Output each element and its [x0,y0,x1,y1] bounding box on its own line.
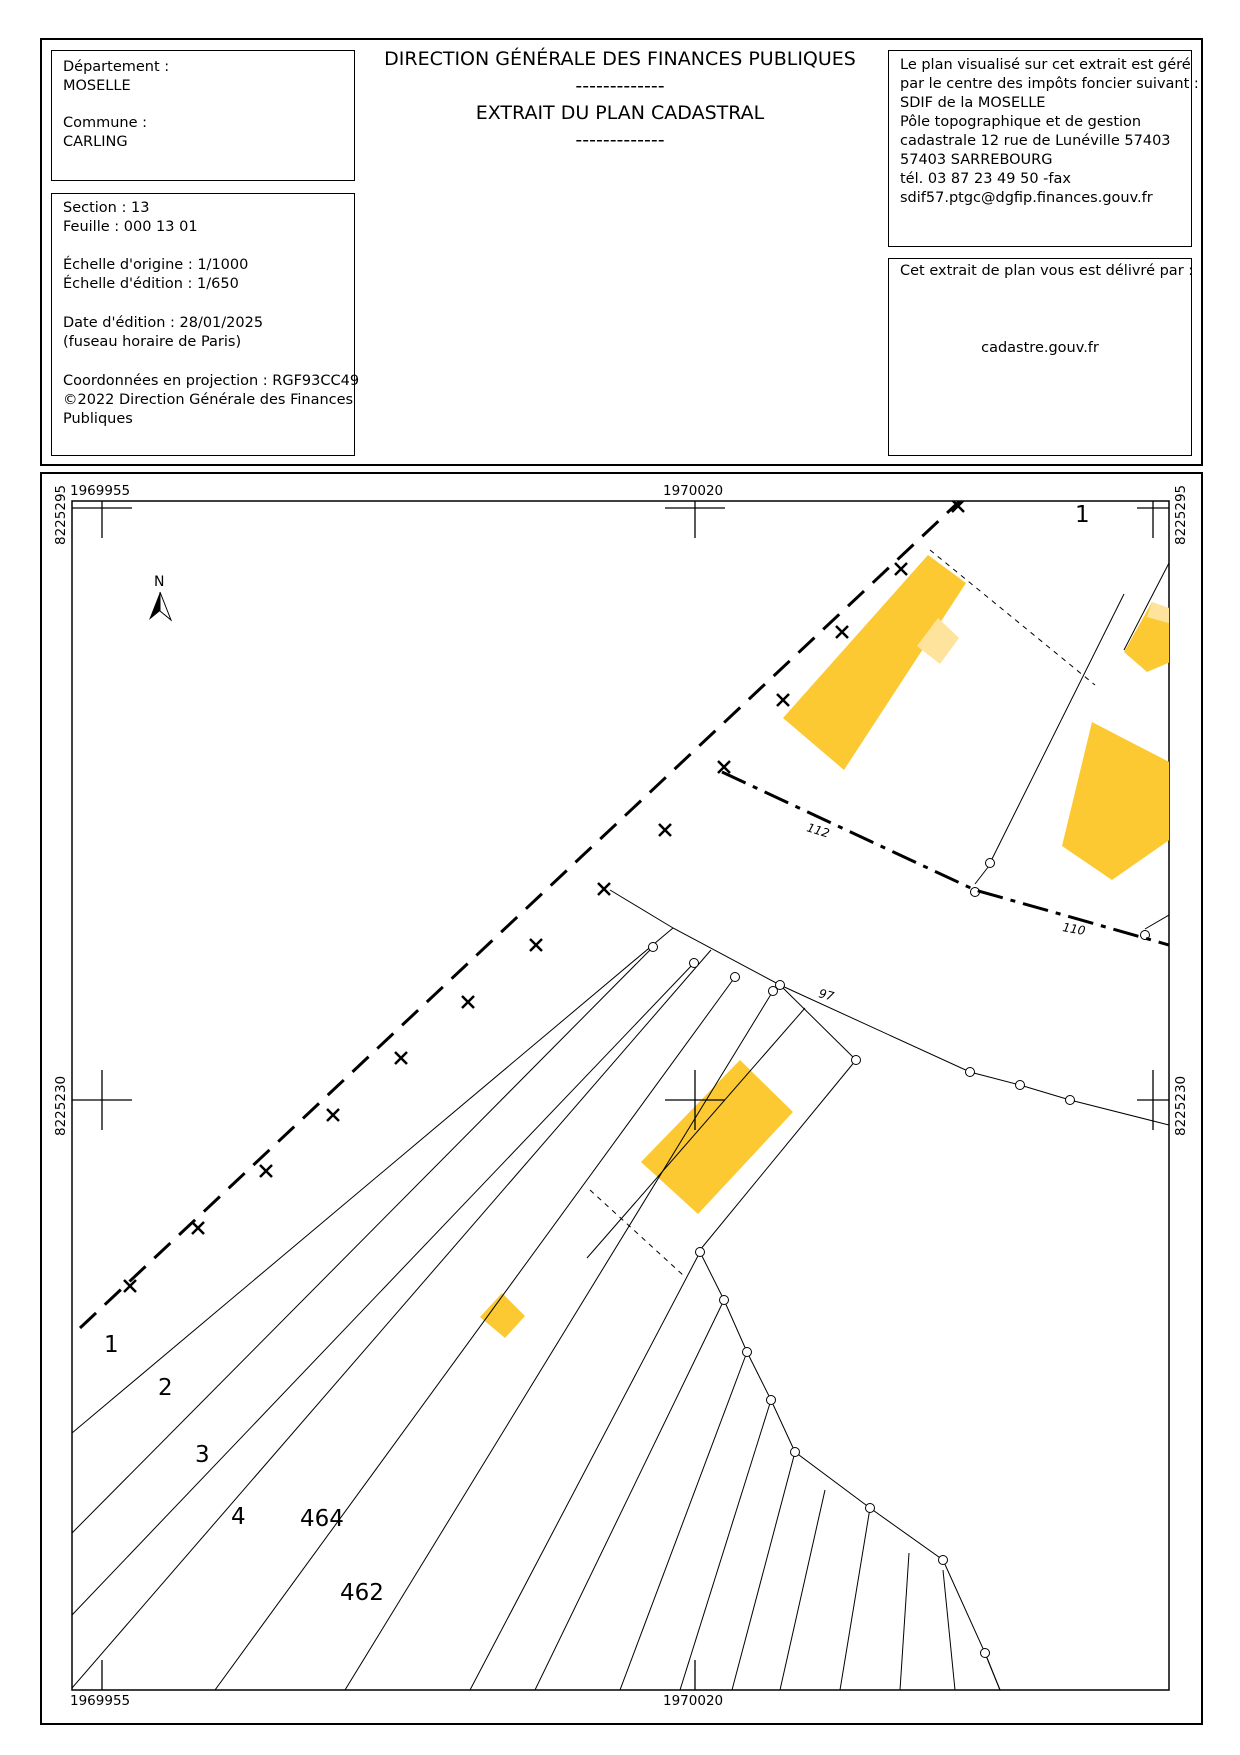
road-label: 97 [817,986,836,1004]
coord-y-right-mid: 8225230 [1173,1075,1189,1136]
delivery-label: Cet extrait de plan vous est délivré par : [900,263,1194,279]
centre-line-1: Le plan visualisé sur cet extrait est géré [900,57,1191,73]
parcel-number: 4 [231,1504,246,1530]
echelle-edition-text: Échelle d'édition : 1/650 [63,276,239,292]
coord-y-left-top: 8225295 [53,484,69,545]
parcel-number: 1 [1075,502,1090,528]
parcel-number: 462 [340,1580,384,1606]
centre-line-6: 57403 SARREBOURG [900,152,1053,168]
info-box [51,193,360,456]
title-main: DIRECTION GÉNÉRALE DES FINANCES PUBLIQUES [384,48,856,70]
road-label: 112 [805,820,832,841]
feuille-text: Feuille : 000 13 01 [63,219,198,235]
commune-value: CARLING [63,134,128,150]
delivery-site-link[interactable]: cadastre.gouv.fr [981,340,1099,356]
parcel-number: 3 [195,1442,210,1468]
parcel-number: 2 [158,1375,173,1401]
title-separator: ------------- [575,75,665,97]
copyright-text: ©2022 Direction Générale des Finances [63,392,354,408]
centre-line-5: cadastrale 12 rue de Lunéville 57403 [900,133,1171,149]
map-frame [40,472,1203,1725]
centre-line-7: tél. 03 87 23 49 50 -fax [900,171,1071,187]
centre-line-4: Pôle topographique et de gestion [900,114,1142,130]
fuseau-text: (fuseau horaire de Paris) [63,334,242,350]
copyright-text-2: Publiques [63,411,133,427]
coord-y-right-top: 8225295 [1173,484,1189,545]
title-sub: EXTRAIT DU PLAN CADASTRAL [475,102,765,124]
centre-box [888,50,1199,247]
date-edition-text: Date d'édition : 28/01/2025 [63,315,264,331]
coord-x-top-mid: 1970020 [663,483,724,499]
section-text: Section : 13 [63,200,150,216]
road-label: 110 [1061,920,1087,938]
parcel-number: 464 [300,1506,344,1532]
title-separator-2: ------------- [575,129,665,151]
coord-x-bottom-left: 1969955 [70,1693,131,1709]
departement-label: Département : [63,59,170,75]
coord-x-top-left: 1969955 [70,483,131,499]
north-label: N [154,574,165,590]
coord-x-bottom-mid: 1970020 [663,1693,724,1709]
commune-label: Commune : [63,115,148,131]
departement-value: MOSELLE [63,78,131,94]
coord-y-left-mid: 8225230 [53,1075,69,1136]
location-box [51,50,355,181]
centre-line-3: SDIF de la MOSELLE [900,95,1046,111]
echelle-origine-text: Échelle d'origine : 1/1000 [63,257,249,273]
parcel-number: 1 [104,1332,119,1358]
centre-email[interactable]: sdif57.ptgc@dgfip.finances.gouv.fr [900,190,1153,206]
delivery-box [888,258,1192,456]
coordonnees-text: Coordonnées en projection : RGF93CC49 [63,373,360,389]
centre-line-2: par le centre des impôts foncier suivant : [900,76,1199,92]
